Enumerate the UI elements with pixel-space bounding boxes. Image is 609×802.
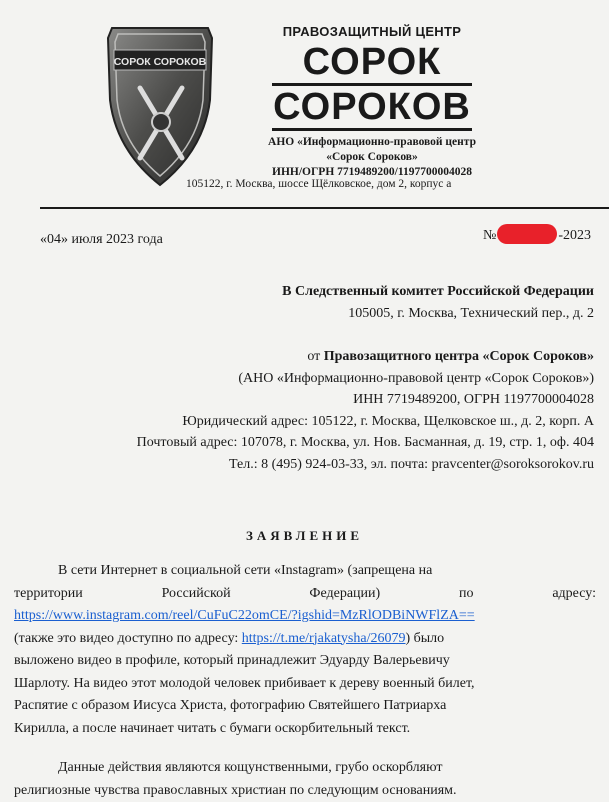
body-line-4 [14, 628, 596, 651]
instagram-link[interactable]: https://www.instagram.com/reel/CuFuC22omCE/?igshid=MzRlODBiNWFlZA== [14, 608, 475, 623]
number-suffix: -2023 [558, 228, 591, 243]
org-ano-line-1: АНО «Информационно-правовой центр [222, 135, 522, 150]
document-title: ЗАЯВЛЕНИЕ [0, 528, 609, 544]
org-address: 105122, г. Москва, шоссе Щёлковское, дом 2, корпус а [186, 178, 451, 190]
recipient-address: 105005, г. Москва, Технический пер., д. 2 [137, 303, 594, 325]
body-line-6: Шарлоту. На видео этот молодой человек прибивает к дереву военный билет, [14, 673, 596, 696]
body-line-3 [14, 605, 596, 628]
org-name-line-2: СОРОКОВ [222, 86, 522, 128]
addressee-block [137, 281, 594, 475]
org-inn: ИНН/ОГРН 7719489200/1197700004028 [222, 165, 522, 180]
body-line-4-post: ) было [405, 631, 444, 646]
body-word: адресу: [552, 583, 596, 606]
org-name-underline-2 [272, 128, 472, 131]
org-name-line-1: СОРОК [222, 41, 522, 83]
sender-legal-address: Юридический адрес: 105122, г. Москва, Щелковское ш., д. 2, корп. А [137, 411, 594, 433]
recipient-name: В Следственный комитет Российской Федерации [137, 281, 594, 303]
body-line-4-pre: (также это видео доступно по адресу: [14, 631, 238, 646]
statement-body-2 [14, 757, 596, 802]
sender-inn: ИНН 7719489200, ОГРН 1197700004028 [137, 389, 594, 411]
shield-logo [100, 20, 220, 190]
header-divider [40, 207, 609, 209]
sender-name-line [137, 346, 594, 368]
body-line-9: Данные действия являются кощунственными, грубо оскорбляют [14, 757, 596, 780]
body-line-8: Кирилла, а после начинает читать с бумаги оскорбительный текст. [14, 718, 596, 741]
sender-contacts: Тел.: 8 (495) 924-03-33, эл. почта: pravcenter@soroksorokov.ru [137, 454, 594, 476]
body-word: территории [14, 583, 83, 606]
org-ano-line-2: «Сорок Сороков» [222, 150, 522, 165]
body-word: по [459, 583, 474, 606]
body-word: Федерации) [309, 583, 380, 606]
logo-lettering: СОРОК СОРОКОВ [114, 56, 207, 68]
document-date: «04» июля 2023 года [40, 232, 163, 248]
body-line-7: Распятие с образом Иисуса Христа, фотографию Святейшего Патриарха [14, 695, 596, 718]
telegram-link[interactable]: https://t.me/rjakatysha/26079 [242, 631, 406, 646]
body-line-1: В сети Интернет в социальной сети «Instagram» (запрещена на [14, 560, 596, 583]
org-subtitle: ПРАВОЗАЩИТНЫЙ ЦЕНТР [222, 24, 522, 39]
body-word: Российской [162, 583, 231, 606]
org-header [222, 22, 522, 180]
sender-postal-address: Почтовый адрес: 107078, г. Москва, ул. Нов. Басманная, д. 19, стр. 1, оф. 404 [137, 432, 594, 454]
number-prefix: № [483, 228, 496, 243]
document-number [483, 224, 591, 244]
sender-prefix: от [307, 349, 320, 364]
body-line-2 [14, 583, 596, 606]
body-line-10: религиозные чувства православных христиан по следующим основаниям. [14, 780, 596, 802]
redaction-mark [497, 224, 557, 244]
sender-name: Правозащитного центра «Сорок Сороков» [324, 349, 594, 364]
statement-body [14, 560, 596, 740]
body-line-5: выложено видео в профиле, который принадлежит Эдуарду Валерьевичу [14, 650, 596, 673]
sender-ano: (АНО «Информационно-правовой центр «Сорок Сороков») [137, 368, 594, 390]
